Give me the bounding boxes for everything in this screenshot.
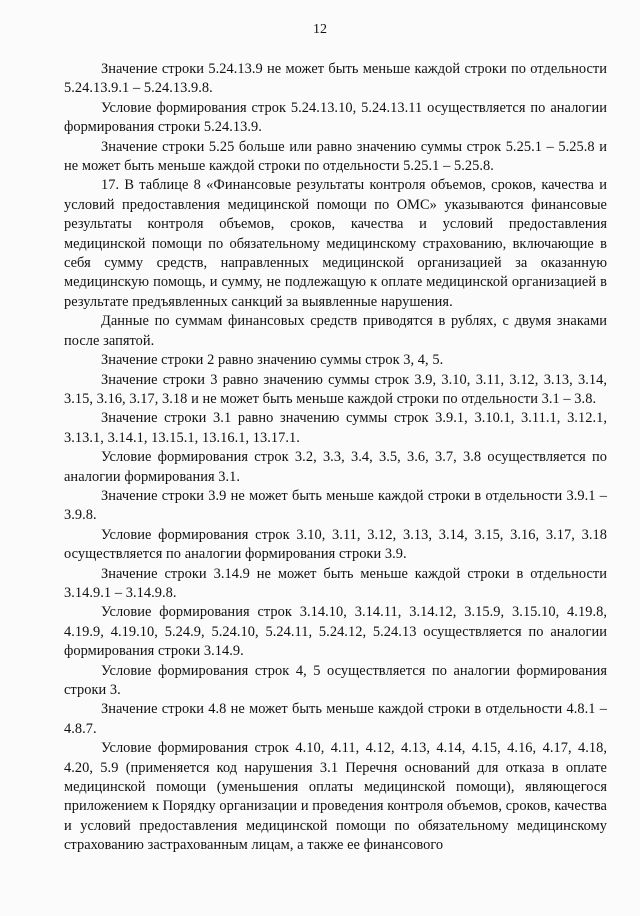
paragraph: 17. В таблице 8 «Финансовые результаты контроля объемов, сроков, качества и условий предоставления медицинской помощи по ОМС» указываются финансовые результаты контроля объемов, сроков, качества и условий предоставления медицинской помощи по обязательному медицинскому страхованию, включающие в себя сумму средств, направленных медицинской организацией за оказанную медицинскую помощь, и сумму, не подлежащую к оплате медицинской организацией в результате предъявленных санкций за выявленные нарушения. [64,177,607,310]
paragraph: Данные по суммам финансовых средств приводятся в рублях, с двумя знаками после запятой. [64,313,607,349]
paragraph: Условие формирования строк 4.10, 4.11, 4.12, 4.13, 4.14, 4.15, 4.16, 4.17, 4.18, 4.20, 5.9 (применяется код нарушения 3.1 Перечня оснований для отказа в оплате медицинской помощи (уменьшения оплаты медицинской помощи), являющегося приложением к Порядку организации и проведения контроля объемов, сроков, качества и условий предоставления медицинской помощи по обязательному медицинскому страхованию застрахованным лицам, а также ее финансового [64,740,607,854]
paragraph: Значение строки 3.14.9 не может быть меньше каждой строки в отдельности 3.14.9.1 – 3.14.9.8. [64,565,607,601]
page-number: 12 [313,22,327,37]
paragraph: Значение строки 3.1 равно значению суммы строк 3.9.1, 3.10.1, 3.11.1, 3.12.1, 3.13.1, 3.14.1, 13.15.1, 13.16.1, 13.17.1. [64,410,607,446]
paragraph: Условие формирования строк 3.2, 3.3, 3.4, 3.5, 3.6, 3.7, 3.8 осуществляется по аналогии формирования 3.1. [64,449,607,485]
paragraph: Условие формирования строк 3.14.10, 3.14.11, 3.14.12, 3.15.9, 3.15.10, 4.19.8, 4.19.9, 4.19.10, 5.24.9, 5.24.10, 5.24.11, 5.24.12, 5.24.13 осуществляется по аналогии формирования строки 3.14.9. [64,604,607,660]
paragraph: Условие формирования строк 5.24.13.10, 5.24.13.11 осуществляется по аналогии формирования строки 5.24.13.9. [64,99,607,136]
paragraph: Условие формирования строк 3.10, 3.11, 3.12, 3.13, 3.14, 3.15, 3.16, 3.17, 3.18 осуществляется по аналогии формирования строки 3.9. [64,526,607,563]
paragraph: Значение строки 4.8 не может быть меньше каждой строки в отдельности 4.8.1 – 4.8.7. [64,701,607,737]
paragraph: Значение строки 3 равно значению суммы строк 3.9, 3.10, 3.11, 3.12, 3.13, 3.14, 3.15, 3.16, 3.17, 3.18 и не может быть меньше каждой строки по отдельности 3.1 – 3.8. [64,371,607,407]
paragraph: Значение строки 3.9 не может быть меньше каждой строки в отдельности 3.9.1 – 3.9.8. [64,487,607,524]
paragraph: Значение строки 2 равно значению суммы строк 3, 4, 5. [101,352,444,369]
paragraph: Условие формирования строк 4, 5 осуществляется по аналогии формирования строки 3. [64,662,607,698]
paragraph: Значение строки 5.24.13.9 не может быть меньше каждой строки по отдельности 5.24.13.9.1 – 5.24.13.9.8. [64,61,607,97]
paragraph: Значение строки 5.25 больше или равно значению суммы строк 5.25.1 – 5.25.8 и не может быть меньше каждой строки по отдельности 5.25.1 – 5.25.8. [64,138,607,175]
document-body [64,60,607,856]
